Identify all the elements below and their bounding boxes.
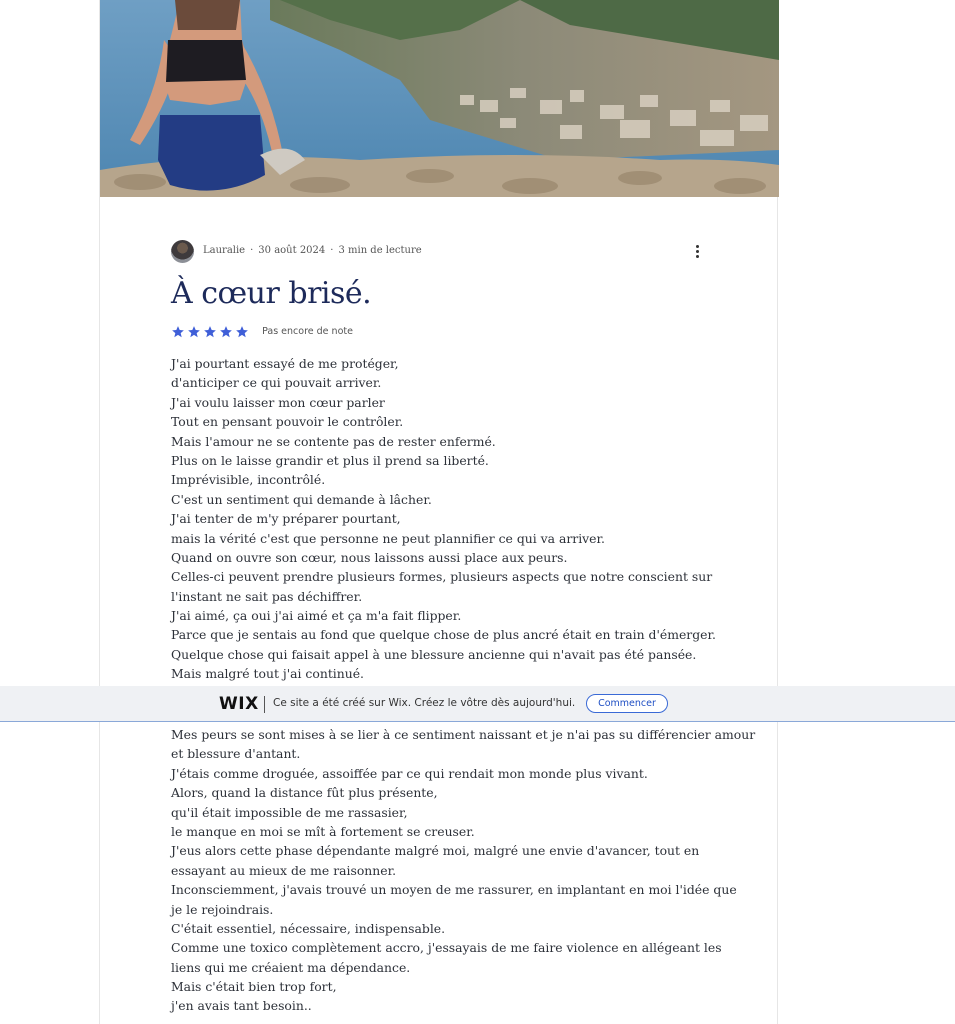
- post-body-bottom: [171, 725, 756, 1016]
- body-line: Mais c'était bien trop fort,: [171, 979, 337, 995]
- body-line: Plus on le laisse grandir et plus il prend sa liberté.: [171, 452, 489, 468]
- author-avatar[interactable]: [171, 240, 194, 263]
- body-line: liens qui me créaient ma dépendance.: [171, 959, 411, 975]
- banner-divider: [264, 696, 265, 713]
- body-line: Parce que je sentais au fond que quelque chose de plus ancré était en train d'émerger.: [171, 627, 716, 643]
- star-icon[interactable]: [219, 325, 233, 339]
- blog-post-card: [99, 0, 778, 1024]
- rating-status: Pas encore de note: [262, 326, 353, 337]
- body-line: J'ai aimé, ça oui j'ai aimé et ça m'a fait flipper.: [171, 608, 462, 624]
- banner-text: Ce site a été créé sur Wix. Créez le vôtre dès aujourd'hui.: [273, 697, 576, 709]
- read-time: 3 min de lecture: [338, 245, 422, 256]
- body-line: d'anticiper ce qui pouvait arriver.: [171, 375, 382, 391]
- more-options-icon[interactable]: [695, 245, 699, 259]
- body-line: Tout en pensant pouvoir le contrôler.: [171, 414, 404, 430]
- body-line: Quelque chose qui faisait appel à une blessure ancienne qui n'avait pas été pansée.: [171, 646, 697, 662]
- star-icon[interactable]: [171, 325, 185, 339]
- body-line: Quand on ouvre son cœur, nous laissons aussi place aux peurs.: [171, 549, 568, 565]
- post-header: [171, 240, 709, 264]
- body-line: J'ai pourtant essayé de me protéger,: [171, 356, 399, 371]
- post-body-top: [171, 354, 731, 684]
- meta-separator: ·: [330, 245, 334, 256]
- body-line: J'étais comme droguée, assoiffée par ce qui rendait mon monde plus vivant.: [171, 765, 648, 781]
- body-line: Mais l'amour ne se contente pas de rester enfermé.: [171, 433, 496, 449]
- body-line: Celles-ci peuvent prendre plusieurs formes, plusieurs aspects que notre conscient sur: [171, 569, 713, 585]
- rating-widget[interactable]: [171, 325, 353, 340]
- body-line: J'ai voulu laisser mon cœur parler: [171, 394, 385, 410]
- post-date: 30 août 2024: [258, 245, 326, 256]
- start-button[interactable]: Commencer: [586, 694, 668, 713]
- body-line: essayant au mieux de me raisonner.: [171, 862, 397, 878]
- body-line: Imprévisible, incontrôlé.: [171, 472, 326, 488]
- star-icon[interactable]: [187, 325, 201, 339]
- body-line: J'ai tenter de m'y préparer pourtant,: [171, 511, 401, 527]
- star-icon[interactable]: [235, 325, 249, 339]
- post-meta: [203, 245, 422, 256]
- body-line: qu'il était impossible de me rassasier,: [171, 804, 408, 820]
- body-line: Comme une toxico complètement accro, j'essayais de me faire violence en allégeant les: [171, 940, 722, 956]
- body-line: C'est un sentiment qui demande à lâcher.: [171, 491, 432, 507]
- body-line: le manque en moi se mît à fortement se creuser.: [171, 823, 475, 839]
- body-line: Mais malgré tout j'ai continué.: [171, 666, 364, 682]
- author-name[interactable]: Lauralie: [203, 245, 246, 256]
- body-line: j'en avais tant besoin..: [171, 998, 312, 1014]
- body-line: mais la vérité c'est que personne ne peut plannifier ce qui va arriver.: [171, 530, 605, 546]
- body-line: Alors, quand la distance fût plus présente,: [171, 785, 438, 801]
- star-icon[interactable]: [203, 325, 217, 339]
- body-line: je le rejoindrais.: [171, 901, 274, 917]
- hero-image: [100, 0, 779, 197]
- body-line: C'était essentiel, nécessaire, indispensable.: [171, 920, 446, 936]
- post-title: À cœur brisé.: [171, 276, 372, 311]
- wix-logo[interactable]: WIX: [219, 694, 259, 714]
- meta-separator: ·: [250, 245, 254, 256]
- body-line: et blessure d'antant.: [171, 746, 301, 762]
- body-line: l'instant ne sait pas déchiffrer.: [171, 588, 363, 604]
- body-line: Mes peurs se sont mises à se lier à ce sentiment naissant et je n'ai pas su différencier amour: [171, 727, 756, 742]
- body-line: Inconsciemment, j'avais trouvé un moyen de me rassurer, en implantant en moi l'idée que: [171, 882, 737, 898]
- body-line: J'eus alors cette phase dépendante malgré moi, malgré une envie d'avancer, tout en: [171, 843, 700, 859]
- wix-promo-banner: [0, 686, 955, 722]
